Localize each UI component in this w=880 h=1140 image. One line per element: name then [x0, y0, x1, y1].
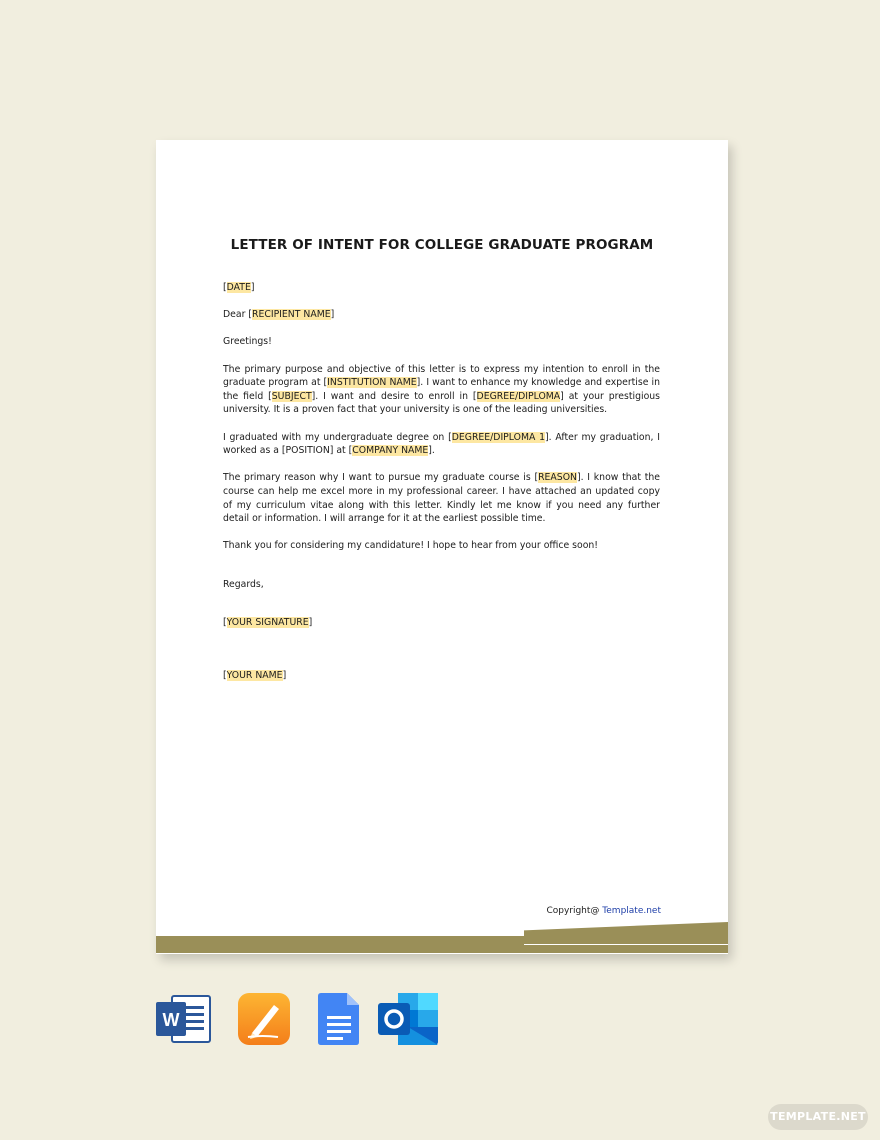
name-line: [YOUR NAME] [223, 670, 287, 682]
degree-1-placeholder: DEGREE/DIPLOMA 1 [451, 431, 546, 443]
pages-icon[interactable] [238, 993, 290, 1045]
letter-body [223, 281, 660, 683]
date-placeholder: DATE [226, 282, 251, 293]
paragraph-purpose: The primary purpose and objective of this letter is to express my intention to enroll in the graduate program at [INSTITUTION NAME]. I want to enhance my knowledge and expertise in the field [SUBJECT]. I want and desire to enroll in [DEGREE/DIPLOMA] at your prestigious university. It is a proven fact that your university is one of the leading universities. [223, 363, 661, 416]
paragraph-background: I graduated with my undergraduate degree on [DEGREE/DIPLOMA 1]. After my graduation, I worked as a [POSITION] at [COMPANY NAME]. [223, 431, 660, 457]
name-placeholder: YOUR NAME [226, 670, 283, 682]
greeting-line: Greetings! [223, 336, 272, 348]
footer-flap [524, 922, 728, 944]
signature-placeholder: YOUR SIGNATURE [226, 617, 309, 629]
template-net-link[interactable]: Template.net [602, 906, 661, 916]
paragraph-reason: The primary reason why I want to pursue my graduate course is [REASON]. I know that the course can help me excel more in my professional career. I have attached an updated copy of my curriculum vitae along with this letter. Kindly let me know if you need any further detail or information. I will arrange for it at the earliest possible time. [223, 472, 660, 525]
document-title: LETTER OF INTENT FOR COLLEGE GRADUATE PROGRAM [230, 237, 654, 253]
salutation-line: Dear [RECIPIENT NAME] [223, 309, 335, 321]
company-placeholder: COMPANY NAME [352, 445, 429, 457]
word-icon[interactable] [156, 994, 212, 1044]
outlook-icon[interactable] [378, 993, 440, 1045]
closing-line: Regards, [223, 578, 264, 590]
letter-page [156, 140, 728, 954]
copyright-notice: Copyright@ Template.net [546, 906, 661, 916]
reason-placeholder: REASON [538, 472, 577, 484]
google-docs-icon[interactable] [318, 993, 360, 1045]
template-net-watermark: TEMPLATE.NET [768, 1104, 868, 1130]
footer-divider [524, 944, 728, 945]
institution-placeholder: INSTITUTION NAME [327, 377, 417, 389]
degree-placeholder: DEGREE/DIPLOMA [476, 390, 561, 402]
recipient-placeholder: RECIPIENT NAME [252, 309, 331, 321]
date-line: [DATE] [223, 282, 255, 293]
svg-text:W: W [162, 1010, 180, 1030]
subject-placeholder: SUBJECT [271, 390, 312, 402]
thanks-line: Thank you for considering my candidature! I hope to hear from your office soon! [223, 540, 599, 552]
signature-line: [YOUR SIGNATURE] [223, 617, 313, 629]
